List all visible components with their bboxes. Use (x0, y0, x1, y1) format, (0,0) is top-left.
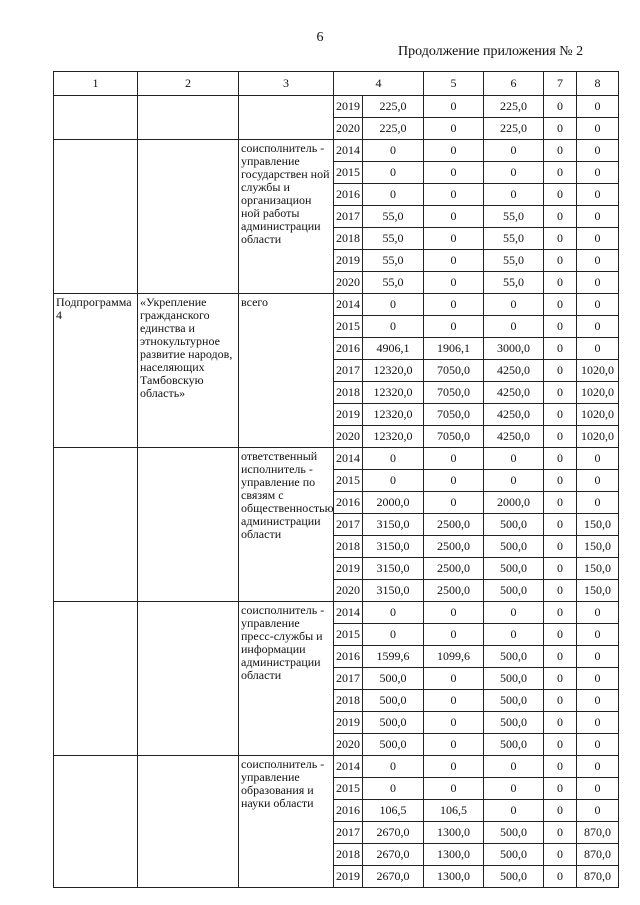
value-cell: 0 (424, 206, 484, 228)
value-cell: 106,5 (363, 800, 424, 822)
value-cell: 106,5 (424, 800, 484, 822)
value-cell: 55,0 (484, 228, 544, 250)
value-cell: 0 (544, 580, 577, 602)
group-c1-cell (54, 602, 138, 756)
year-cell: 2017 (334, 360, 363, 382)
value-cell: 0 (363, 162, 424, 184)
value-cell: 0 (484, 162, 544, 184)
year-cell: 2015 (334, 624, 363, 646)
value-cell: 2000,0 (363, 492, 424, 514)
value-cell: 1300,0 (424, 866, 484, 888)
value-cell: 12320,0 (363, 404, 424, 426)
value-cell: 1906,1 (424, 338, 484, 360)
value-cell: 7050,0 (424, 382, 484, 404)
table-row (54, 448, 619, 470)
value-cell: 0 (484, 184, 544, 206)
value-cell: 2500,0 (424, 536, 484, 558)
value-cell: 500,0 (484, 712, 544, 734)
value-cell: 0 (544, 646, 577, 668)
value-cell: 500,0 (484, 580, 544, 602)
value-cell: 2670,0 (363, 844, 424, 866)
value-cell: 55,0 (484, 206, 544, 228)
year-cell: 2019 (334, 712, 363, 734)
year-cell: 2015 (334, 470, 363, 492)
value-cell: 3150,0 (363, 514, 424, 536)
value-cell: 12320,0 (363, 360, 424, 382)
value-cell: 0 (544, 360, 577, 382)
year-cell: 2019 (334, 404, 363, 426)
value-cell: 0 (484, 470, 544, 492)
group-c3-cell: соисполнитель - управление пресс-службы и информации администрации области (239, 602, 334, 756)
value-cell: 0 (363, 602, 424, 624)
year-cell: 2019 (334, 866, 363, 888)
year-cell: 2019 (334, 250, 363, 272)
value-cell: 12320,0 (363, 426, 424, 448)
value-cell: 0 (424, 184, 484, 206)
value-cell: 0 (363, 448, 424, 470)
group-c1-cell (54, 140, 138, 294)
year-cell: 2015 (334, 316, 363, 338)
value-cell: 500,0 (363, 690, 424, 712)
column-number: 4 (334, 72, 424, 96)
value-cell: 500,0 (484, 536, 544, 558)
value-cell: 0 (577, 470, 619, 492)
group-c1-cell (54, 96, 138, 140)
value-cell: 7050,0 (424, 404, 484, 426)
group-c3-cell: соисполнитель - управление государствен ной службы и организацион ной работы администрации области (239, 140, 334, 294)
value-cell: 0 (544, 228, 577, 250)
group-c3-cell (239, 96, 334, 140)
value-cell: 0 (363, 470, 424, 492)
value-cell: 150,0 (577, 514, 619, 536)
year-cell: 2015 (334, 778, 363, 800)
value-cell: 2500,0 (424, 514, 484, 536)
value-cell: 0 (424, 272, 484, 294)
value-cell: 0 (544, 162, 577, 184)
value-cell: 0 (544, 558, 577, 580)
value-cell: 55,0 (484, 250, 544, 272)
value-cell: 0 (424, 448, 484, 470)
value-cell: 0 (424, 250, 484, 272)
value-cell: 500,0 (484, 690, 544, 712)
value-cell: 0 (577, 690, 619, 712)
table-row (54, 602, 619, 624)
value-cell: 1020,0 (577, 382, 619, 404)
value-cell: 0 (544, 140, 577, 162)
value-cell: 4250,0 (484, 382, 544, 404)
value-cell: 0 (577, 162, 619, 184)
value-cell: 0 (577, 602, 619, 624)
value-cell: 0 (544, 624, 577, 646)
value-cell: 2500,0 (424, 558, 484, 580)
value-cell: 0 (544, 514, 577, 536)
value-cell: 0 (424, 140, 484, 162)
value-cell: 55,0 (363, 206, 424, 228)
year-cell: 2014 (334, 448, 363, 470)
year-cell: 2020 (334, 580, 363, 602)
value-cell: 4250,0 (484, 404, 544, 426)
group-c2-cell (138, 602, 239, 756)
value-cell: 0 (484, 602, 544, 624)
value-cell: 0 (544, 338, 577, 360)
value-cell: 0 (424, 712, 484, 734)
value-cell: 0 (484, 140, 544, 162)
value-cell: 0 (424, 602, 484, 624)
value-cell: 0 (544, 426, 577, 448)
value-cell: 225,0 (363, 96, 424, 118)
value-cell: 225,0 (484, 118, 544, 140)
group-c3-cell: соисполнитель - управление образования и науки области (239, 756, 334, 888)
value-cell: 2500,0 (424, 580, 484, 602)
value-cell: 0 (544, 96, 577, 118)
group-c2-cell: «Укрепление гражданского единства и этнокультурное развитие народов, населяющих Тамбовскую область» (138, 294, 239, 448)
year-cell: 2018 (334, 536, 363, 558)
value-cell: 0 (544, 250, 577, 272)
value-cell: 870,0 (577, 844, 619, 866)
value-cell: 0 (544, 382, 577, 404)
group-c2-cell (138, 756, 239, 888)
year-cell: 2020 (334, 734, 363, 756)
value-cell: 0 (424, 294, 484, 316)
year-cell: 2017 (334, 514, 363, 536)
value-cell: 0 (424, 668, 484, 690)
value-cell: 3150,0 (363, 558, 424, 580)
group-c2-cell (138, 140, 239, 294)
value-cell: 0 (424, 118, 484, 140)
value-cell: 870,0 (577, 866, 619, 888)
group-c3-cell: всего (239, 294, 334, 448)
year-cell: 2016 (334, 800, 363, 822)
value-cell: 0 (363, 184, 424, 206)
value-cell: 0 (363, 624, 424, 646)
value-cell: 0 (544, 294, 577, 316)
value-cell: 0 (363, 316, 424, 338)
value-cell: 0 (544, 844, 577, 866)
value-cell: 150,0 (577, 558, 619, 580)
value-cell: 2670,0 (363, 822, 424, 844)
year-cell: 2014 (334, 140, 363, 162)
year-cell: 2014 (334, 294, 363, 316)
budget-table (53, 71, 619, 888)
column-number-row (54, 72, 619, 96)
value-cell: 0 (544, 822, 577, 844)
value-cell: 0 (577, 646, 619, 668)
value-cell: 150,0 (577, 580, 619, 602)
value-cell: 0 (424, 228, 484, 250)
value-cell: 500,0 (484, 734, 544, 756)
value-cell: 7050,0 (424, 426, 484, 448)
year-cell: 2018 (334, 228, 363, 250)
value-cell: 0 (424, 756, 484, 778)
value-cell: 0 (544, 272, 577, 294)
year-cell: 2018 (334, 690, 363, 712)
page-number: 6 (316, 30, 324, 45)
column-number: 8 (577, 72, 619, 96)
value-cell: 0 (544, 602, 577, 624)
value-cell: 0 (484, 448, 544, 470)
year-cell: 2019 (334, 96, 363, 118)
value-cell: 3150,0 (363, 536, 424, 558)
value-cell: 0 (424, 162, 484, 184)
value-cell: 0 (363, 778, 424, 800)
value-cell: 0 (577, 250, 619, 272)
value-cell: 0 (544, 316, 577, 338)
value-cell: 55,0 (484, 272, 544, 294)
value-cell: 1300,0 (424, 822, 484, 844)
value-cell: 3000,0 (484, 338, 544, 360)
year-cell: 2015 (334, 162, 363, 184)
value-cell: 0 (484, 316, 544, 338)
value-cell: 1020,0 (577, 360, 619, 382)
value-cell: 0 (363, 756, 424, 778)
value-cell: 500,0 (484, 646, 544, 668)
column-number: 3 (239, 72, 334, 96)
group-c1-cell (54, 448, 138, 602)
value-cell: 0 (544, 536, 577, 558)
value-cell: 4250,0 (484, 426, 544, 448)
table-row (54, 96, 619, 118)
value-cell: 0 (544, 470, 577, 492)
year-cell: 2014 (334, 756, 363, 778)
value-cell: 0 (544, 690, 577, 712)
value-cell: 500,0 (363, 712, 424, 734)
table-row (54, 294, 619, 316)
value-cell: 1599,6 (363, 646, 424, 668)
group-c3-cell: ответственный исполнитель - управление по связям с общественностью администрации области (239, 448, 334, 602)
value-cell: 0 (544, 800, 577, 822)
value-cell: 0 (544, 492, 577, 514)
value-cell: 0 (544, 778, 577, 800)
value-cell: 0 (484, 624, 544, 646)
value-cell: 4250,0 (484, 360, 544, 382)
group-c2-cell (138, 448, 239, 602)
value-cell: 7050,0 (424, 360, 484, 382)
value-cell: 0 (363, 140, 424, 162)
value-cell: 500,0 (484, 844, 544, 866)
value-cell: 0 (577, 712, 619, 734)
value-cell: 55,0 (363, 250, 424, 272)
value-cell: 4906,1 (363, 338, 424, 360)
value-cell: 500,0 (363, 734, 424, 756)
value-cell: 12320,0 (363, 382, 424, 404)
value-cell: 0 (544, 712, 577, 734)
value-cell: 500,0 (363, 668, 424, 690)
value-cell: 0 (544, 866, 577, 888)
value-cell: 0 (577, 338, 619, 360)
table-row (54, 756, 619, 778)
value-cell: 500,0 (484, 822, 544, 844)
value-cell: 1099,6 (424, 646, 484, 668)
value-cell: 0 (544, 404, 577, 426)
value-cell: 0 (424, 690, 484, 712)
column-number: 1 (54, 72, 138, 96)
value-cell: 2670,0 (363, 866, 424, 888)
year-cell: 2018 (334, 844, 363, 866)
year-cell: 2016 (334, 492, 363, 514)
value-cell: 0 (577, 448, 619, 470)
value-cell: 0 (577, 734, 619, 756)
value-cell: 0 (577, 206, 619, 228)
value-cell: 0 (577, 96, 619, 118)
value-cell: 0 (577, 272, 619, 294)
year-cell: 2020 (334, 272, 363, 294)
year-cell: 2020 (334, 118, 363, 140)
value-cell: 0 (577, 118, 619, 140)
value-cell: 1300,0 (424, 844, 484, 866)
value-cell: 225,0 (363, 118, 424, 140)
value-cell: 0 (484, 800, 544, 822)
value-cell: 0 (577, 316, 619, 338)
value-cell: 150,0 (577, 536, 619, 558)
value-cell: 0 (577, 778, 619, 800)
column-number: 7 (544, 72, 577, 96)
value-cell: 0 (484, 294, 544, 316)
column-number: 2 (138, 72, 239, 96)
value-cell: 0 (424, 96, 484, 118)
year-cell: 2017 (334, 822, 363, 844)
value-cell: 0 (544, 734, 577, 756)
value-cell: 0 (577, 140, 619, 162)
value-cell: 0 (424, 316, 484, 338)
continuation-heading: Продолжение приложения № 2 (398, 44, 584, 59)
value-cell: 0 (424, 470, 484, 492)
value-cell: 0 (577, 228, 619, 250)
value-cell: 0 (577, 624, 619, 646)
year-cell: 2020 (334, 426, 363, 448)
value-cell: 2000,0 (484, 492, 544, 514)
column-number: 6 (484, 72, 544, 96)
column-number: 5 (424, 72, 484, 96)
value-cell: 500,0 (484, 668, 544, 690)
table-row (54, 140, 619, 162)
value-cell: 0 (577, 800, 619, 822)
year-cell: 2016 (334, 184, 363, 206)
value-cell: 0 (544, 184, 577, 206)
value-cell: 0 (424, 492, 484, 514)
year-cell: 2019 (334, 558, 363, 580)
year-cell: 2017 (334, 206, 363, 228)
year-cell: 2016 (334, 646, 363, 668)
value-cell: 0 (544, 206, 577, 228)
value-cell: 0 (484, 756, 544, 778)
value-cell: 225,0 (484, 96, 544, 118)
year-cell: 2016 (334, 338, 363, 360)
value-cell: 0 (577, 294, 619, 316)
value-cell: 3150,0 (363, 580, 424, 602)
value-cell: 0 (577, 756, 619, 778)
value-cell: 0 (577, 668, 619, 690)
value-cell: 1020,0 (577, 404, 619, 426)
value-cell: 0 (577, 184, 619, 206)
value-cell: 870,0 (577, 822, 619, 844)
year-cell: 2014 (334, 602, 363, 624)
value-cell: 500,0 (484, 866, 544, 888)
value-cell: 500,0 (484, 514, 544, 536)
group-c2-cell (138, 96, 239, 140)
value-cell: 0 (424, 624, 484, 646)
value-cell: 0 (577, 492, 619, 514)
group-c1-cell: Подпрограмма 4 (54, 294, 138, 448)
value-cell: 0 (363, 294, 424, 316)
year-cell: 2017 (334, 668, 363, 690)
value-cell: 0 (424, 778, 484, 800)
value-cell: 0 (484, 778, 544, 800)
value-cell: 55,0 (363, 228, 424, 250)
value-cell: 55,0 (363, 272, 424, 294)
value-cell: 500,0 (484, 558, 544, 580)
value-cell: 0 (544, 756, 577, 778)
value-cell: 1020,0 (577, 426, 619, 448)
value-cell: 0 (544, 118, 577, 140)
value-cell: 0 (544, 448, 577, 470)
value-cell: 0 (424, 734, 484, 756)
year-cell: 2018 (334, 382, 363, 404)
group-c1-cell (54, 756, 138, 888)
value-cell: 0 (544, 668, 577, 690)
